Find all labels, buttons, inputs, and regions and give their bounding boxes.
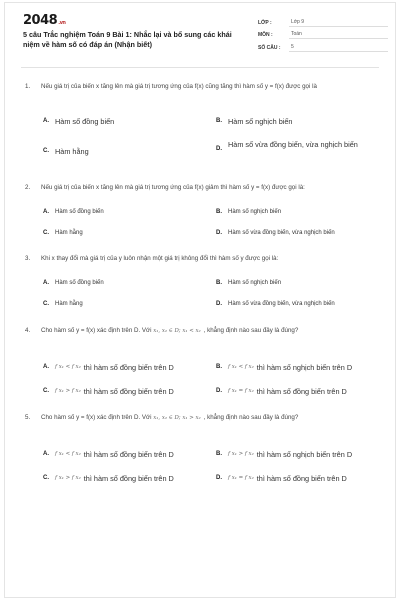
option-c[interactable]: C. Hàm hằng xyxy=(43,230,83,236)
question-5 xyxy=(25,413,380,423)
question-3 xyxy=(25,254,380,264)
page-header xyxy=(5,3,395,59)
question-number: 3. xyxy=(25,255,31,262)
question-text: Cho hàm số y = f(x) xác định trên D. Với x₁, x₂ ∈ D; x₁ > x₂ , khẳng định nào sau đây là đúng? xyxy=(41,414,299,421)
quiz-meta xyxy=(258,14,388,52)
option-d[interactable]: D. Hàm số vừa đồng biến, vừa nghịch biến xyxy=(216,140,358,152)
quiz-page xyxy=(4,2,396,598)
option-a[interactable]: A. f x₁ < f x₂ thì hàm số đồng biến trên D xyxy=(43,450,174,459)
question-text: Nếu giá trị của biến x tăng lên mà giá trị tương ứng của f(x) giảm thì hàm số y = f(x) được gọi là: xyxy=(41,184,305,191)
page-title: 5 câu Trắc nghiệm Toán 9 Bài 1: Nhắc lại và bổ sung các khái niệm về hàm số có đáp án (Nhận biết) xyxy=(23,30,232,49)
option-b[interactable]: B. Hàm số nghịch biến xyxy=(216,280,282,286)
option-b[interactable]: B. Hàm số nghịch biến xyxy=(216,209,282,215)
option-b[interactable]: B. Hàm số nghịch biến xyxy=(216,117,293,126)
question-number: 5. xyxy=(25,414,31,421)
question-text: Cho hàm số y = f(x) xác định trên D. Với x₁, x₂ ∈ D; x₁ < x₂ , khẳng định nào sau đây là đúng? xyxy=(41,327,299,334)
option-d[interactable]: D. Hàm số vừa đồng biến, vừa nghịch biến xyxy=(216,301,335,307)
option-a[interactable]: A. Hàm số đồng biến xyxy=(43,117,115,126)
meta-count xyxy=(258,39,388,52)
question-number: 1. xyxy=(25,83,31,90)
meta-value: Lớp 9 xyxy=(289,19,388,27)
divider xyxy=(21,67,379,68)
question-1-options xyxy=(43,116,383,172)
meta-subject xyxy=(258,27,388,40)
meta-value: Toán xyxy=(289,31,388,39)
option-a[interactable]: A. f x₁ < f x₂ thì hàm số đồng biến trên D xyxy=(43,363,174,372)
meta-key: MÔN : xyxy=(258,32,273,38)
option-c[interactable]: C. f x₁ > f x₂ thì hàm số đồng biến trên D xyxy=(43,474,174,483)
question-text: Nếu giá trị của biến x tăng lên mà giá trị tương ứng của f(x) cũng tăng thì hàm số y = f(x) được gọi là xyxy=(41,83,317,90)
question-2-options xyxy=(43,207,383,243)
question-2 xyxy=(25,183,380,193)
meta-key: LỚP : xyxy=(258,19,272,26)
question-number: 2. xyxy=(25,184,31,191)
math-expression: x₁, x₂ ∈ D; x₁ > x₂ xyxy=(153,415,201,421)
question-3-options xyxy=(43,278,383,314)
option-c[interactable]: C. f x₁ > f x₂ thì hàm số đồng biến trên D xyxy=(43,387,174,396)
meta-key: SỐ CÂU : xyxy=(258,44,281,51)
option-a[interactable]: A. Hàm số đồng biến xyxy=(43,209,104,215)
question-4 xyxy=(25,326,380,336)
option-a[interactable]: A. Hàm số đồng biến xyxy=(43,280,104,286)
math-expression: x₁, x₂ ∈ D; x₁ < x₂ xyxy=(153,328,201,334)
option-c[interactable]: C. Hàm hằng xyxy=(43,301,83,307)
option-d[interactable]: D. Hàm số vừa đồng biến, vừa nghịch biến xyxy=(216,230,335,236)
option-b[interactable]: B. f x₁ > f x₂ thì hàm số nghịch biến trên D xyxy=(216,450,353,459)
option-b[interactable]: B. f x₁ < f x₂ thì hàm số nghịch biến trên D xyxy=(216,363,353,372)
question-4-options xyxy=(43,362,383,404)
site-logo[interactable]: 2048.vn xyxy=(23,13,66,28)
question-text: Khi x thay đổi mà giá trị của y luôn nhận một giá trị không đổi thì hàm số y được gọi là: xyxy=(41,255,279,262)
question-number: 4. xyxy=(25,327,31,334)
meta-value: 5 xyxy=(289,44,388,52)
option-c[interactable]: C. Hàm hằng xyxy=(43,147,89,156)
question-1 xyxy=(25,82,380,92)
question-5-options xyxy=(43,449,383,491)
option-d[interactable]: D. f x₁ = f x₂ thì hàm số đồng biến trên D xyxy=(216,387,347,396)
option-d[interactable]: D. f x₁ = f x₂ thì hàm số đồng biến trên D xyxy=(216,474,347,483)
meta-class xyxy=(258,14,388,27)
